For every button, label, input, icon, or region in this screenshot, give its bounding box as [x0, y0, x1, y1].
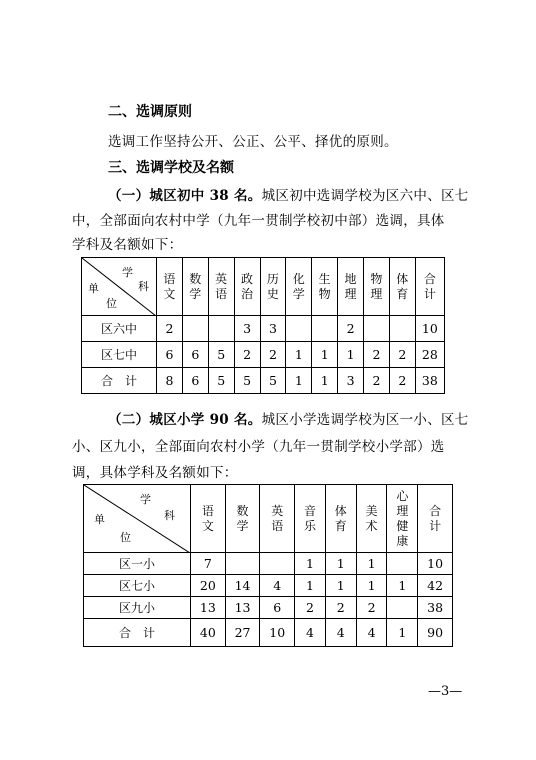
- section2-text: 选调工作坚持公开、公正、公平、择优的原则。: [108, 134, 398, 150]
- table2-cell: 1: [295, 553, 326, 575]
- table1-cell: 2: [234, 342, 260, 368]
- table2-cell: 38: [418, 597, 453, 619]
- table2-cell: 90: [418, 619, 453, 647]
- table2-header: 合计: [418, 485, 453, 553]
- table1-cell: 5: [260, 368, 286, 394]
- table-row: [82, 368, 445, 394]
- table1-cell: 6: [157, 342, 183, 368]
- table2-corner-ke: 科: [164, 509, 175, 522]
- table2-cell: 1: [356, 553, 387, 575]
- table2-cell: 1: [387, 619, 418, 647]
- table1-cell: 1: [286, 342, 312, 368]
- table1-cell: 5: [234, 368, 260, 394]
- table1-cell: 1: [338, 342, 364, 368]
- table1-cell: 1: [312, 342, 338, 368]
- table1-header: 合计: [415, 258, 444, 316]
- table2-cell: 10: [418, 553, 453, 575]
- table1-header: 生物: [312, 258, 338, 316]
- part2-line2: 小、区九小，全部面向农村小学（九年一贯制学校小学部）选: [72, 439, 445, 455]
- section2-heading: 二、选调原则: [108, 104, 192, 120]
- table2-header: 体育: [325, 485, 356, 553]
- table1-cell: [286, 316, 312, 342]
- table1-header: 政治: [234, 258, 260, 316]
- table1-corner-dan: 单: [88, 282, 99, 295]
- table1-cell: 2: [260, 342, 286, 368]
- table-row: [82, 342, 445, 368]
- section3-heading: 三、选调学校及名额: [108, 160, 234, 176]
- table1-cell: 38: [415, 368, 444, 394]
- table2-cell: 42: [418, 575, 453, 597]
- table2-header: 心理健康: [387, 485, 418, 553]
- table-row: [84, 575, 453, 597]
- table2-header: 数学: [225, 485, 260, 553]
- table1-header: 数学: [182, 258, 208, 316]
- table2-corner-cell: [84, 485, 191, 553]
- table2-cell: 13: [225, 597, 260, 619]
- table2-cell: 6: [260, 597, 295, 619]
- table2-cell: 2: [325, 597, 356, 619]
- table2-cell: 1: [356, 575, 387, 597]
- table2-cell: 4: [260, 575, 295, 597]
- table2-cell: 4: [295, 619, 326, 647]
- table1-row-name: 合 计: [82, 368, 157, 394]
- table1: [81, 257, 445, 394]
- table1-cell: 3: [234, 316, 260, 342]
- table2-row-name: 区七小: [84, 575, 191, 597]
- table1-cell: 8: [157, 368, 183, 394]
- table2-cell: 40: [191, 619, 226, 647]
- table1-cell: 10: [415, 316, 444, 342]
- table2-cell: 2: [356, 597, 387, 619]
- table1-cell: [208, 316, 234, 342]
- table1-cell: 6: [182, 368, 208, 394]
- part2-line3: 调，具体学科及名额如下：: [72, 465, 238, 481]
- table1-cell: 3: [260, 316, 286, 342]
- table1-header: 物理: [364, 258, 390, 316]
- table1-cell: 2: [157, 316, 183, 342]
- part1-line3: 学科及名额如下：: [72, 237, 183, 253]
- table2-row-name: 区九小: [84, 597, 191, 619]
- part2-line1: [108, 408, 488, 428]
- table1-header: 地理: [338, 258, 364, 316]
- part1-lead: （一）城区初中 38 名。: [108, 188, 262, 204]
- table1-cell: [364, 316, 390, 342]
- table2-cell: 13: [191, 597, 226, 619]
- table2-cell: 1: [325, 553, 356, 575]
- part1-line1-text: 城区初中选调学校为区六中、区七: [261, 188, 469, 204]
- table2-header: 语文: [191, 485, 226, 553]
- table1-cell: 1: [286, 368, 312, 394]
- table1-cell: 2: [338, 316, 364, 342]
- table2-cell: 2: [295, 597, 326, 619]
- part2-line1-text: 城区小学选调学校为区一小、区七: [261, 412, 469, 428]
- table2-cell: 1: [387, 575, 418, 597]
- page-number: —3—: [428, 684, 463, 699]
- table2-cell: 27: [225, 619, 260, 647]
- table1-cell: 1: [312, 368, 338, 394]
- table1-corner-ke: 科: [138, 280, 149, 293]
- table2-cell: [260, 553, 295, 575]
- table1-cell: 5: [208, 368, 234, 394]
- table2-cell: [387, 553, 418, 575]
- table1-cell: 2: [389, 342, 415, 368]
- table-row: [84, 597, 453, 619]
- table2-cell: [225, 553, 260, 575]
- table2-corner-xue: 学: [140, 493, 151, 506]
- part1-line2: 中，全部面向农村中学（九年一贯制学校初中部）选调，具体: [72, 213, 445, 229]
- table1-cell: 5: [208, 342, 234, 368]
- table2-corner-wei: 位: [120, 531, 131, 544]
- table2-cell: 4: [356, 619, 387, 647]
- table1-header: 语文: [157, 258, 183, 316]
- table2-cell: 4: [325, 619, 356, 647]
- table1-row-name: 区七中: [82, 342, 157, 368]
- table1-cell: [389, 316, 415, 342]
- table2-cell: 1: [325, 575, 356, 597]
- table1-cell: [312, 316, 338, 342]
- table2-corner-dan: 单: [94, 513, 105, 526]
- table1-corner-cell: [82, 258, 157, 316]
- table1-cell: 28: [415, 342, 444, 368]
- table2-header: 英语: [260, 485, 295, 553]
- table2-cell: 10: [260, 619, 295, 647]
- table1-cell: 3: [338, 368, 364, 394]
- table1-cell: 6: [182, 342, 208, 368]
- table1-header: 历史: [260, 258, 286, 316]
- table1-header: 体育: [389, 258, 415, 316]
- table2-cell: 7: [191, 553, 226, 575]
- table2-cell: 1: [295, 575, 326, 597]
- table1-cell: [182, 316, 208, 342]
- part2-lead: （二）城区小学 90 名。: [108, 412, 262, 428]
- table1-corner-xue: 学: [122, 266, 133, 279]
- table2-cell: 14: [225, 575, 260, 597]
- table2-row-name: 合 计: [84, 619, 191, 647]
- table2-header: 美术: [356, 485, 387, 553]
- table1-cell: 2: [364, 368, 390, 394]
- table-row: [84, 619, 453, 647]
- table2-header: 音乐: [295, 485, 326, 553]
- table1-corner-wei: 位: [106, 297, 117, 310]
- table1-cell: 2: [364, 342, 390, 368]
- table1-header: 化学: [286, 258, 312, 316]
- table2-cell: 20: [191, 575, 226, 597]
- table2-row-name: 区一小: [84, 553, 191, 575]
- table2-cell: [387, 597, 418, 619]
- table-row: [82, 316, 445, 342]
- table1-cell: 2: [389, 368, 415, 394]
- part1-line1: [108, 184, 488, 204]
- table1-row-name: 区六中: [82, 316, 157, 342]
- table1-header: 英语: [208, 258, 234, 316]
- table2: [83, 484, 453, 647]
- table-row: [84, 553, 453, 575]
